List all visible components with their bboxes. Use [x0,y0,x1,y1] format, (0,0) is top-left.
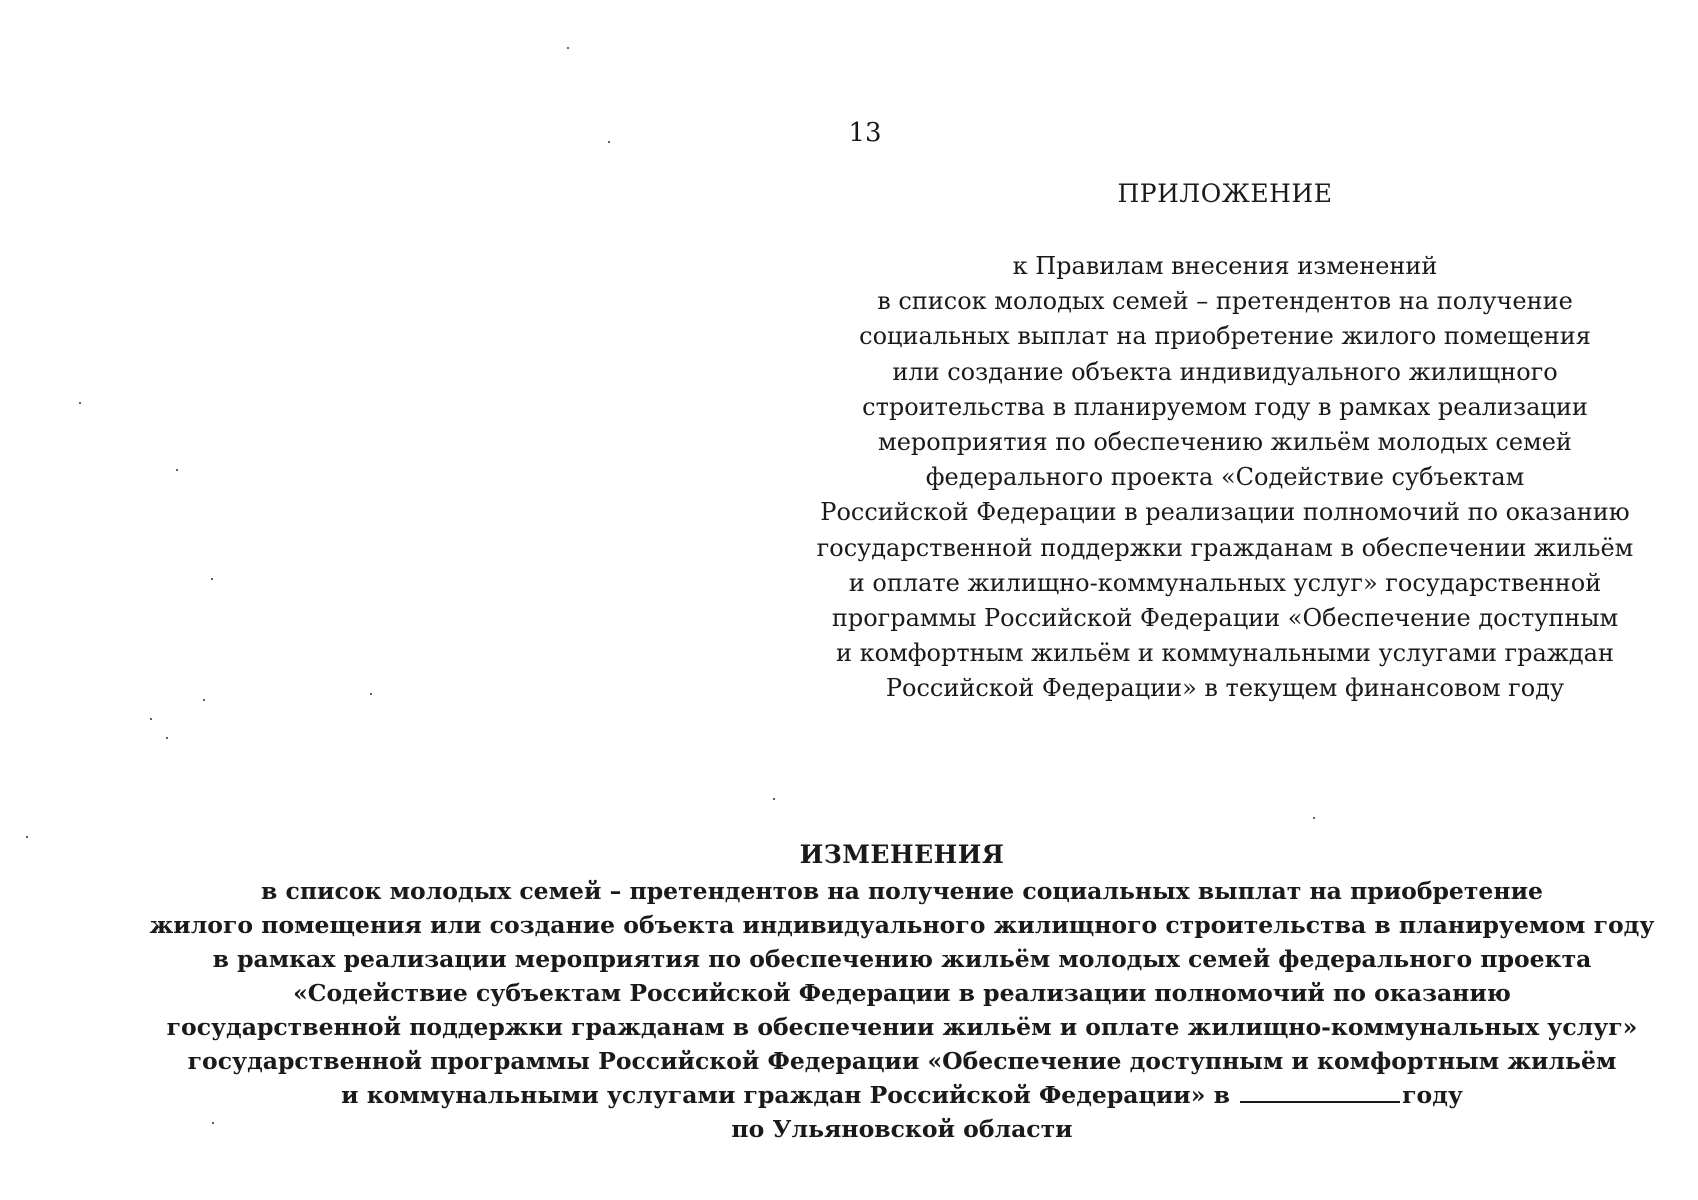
scan-speck [211,578,213,580]
appendix-line: мероприятия по обеспечению жильём молодых семей [878,427,1572,456]
scan-speck [773,798,775,800]
scan-speck [26,836,28,838]
changes-line: жилого помещения или создание объекта индивидуального жилищного строительства в планируемом году [149,911,1655,939]
appendix-line: государственной поддержки гражданам в обеспечении жильём [816,533,1634,562]
scan-speck [79,402,81,404]
changes-region-line: по Ульяновской области [731,1115,1073,1143]
changes-line: в рамках реализации мероприятия по обеспечению жильём молодых семей федерального проекта [212,945,1592,973]
appendix-line: в список молодых семей – претендентов на получение [877,287,1573,316]
changes-line: государственной поддержки гражданам в обеспечении жильём и оплате жилищно-коммунальных услуг» [166,1013,1638,1041]
scan-speck [608,141,610,143]
scan-speck [176,469,178,471]
scan-speck [203,699,205,701]
appendix-reference-text [805,249,1645,706]
appendix-line: социальных выплат на приобретение жилого помещения [859,322,1591,351]
year-blank-field [1240,1079,1400,1103]
appendix-line: строительства в планируемом году в рамках реализации [862,392,1588,421]
changes-line-part: году [1402,1081,1463,1109]
appendix-line: и оплате жилищно-коммунальных услуг» государственной [848,568,1602,597]
scan-speck [370,693,372,695]
appendix-line: к Правилам внесения изменений [1012,252,1438,280]
appendix-line: или создание объекта индивидуального жилищного [892,357,1558,386]
appendix-line: Российской Федерации» в текущем финансовом году [885,674,1565,703]
changes-line-part: и коммунальными услугами граждан Российской Федерации» в [341,1081,1230,1109]
changes-line: в список молодых семей – претендентов на получение социальных выплат на приобретение [261,877,1543,905]
scan-speck [212,1122,214,1124]
changes-line: государственной программы Российской Федерации «Обеспечение доступным и комфортным жильём [187,1047,1617,1075]
scan-speck [166,737,168,739]
appendix-line: федерального проекта «Содействие субъектам [925,463,1525,492]
page-number: 13 [848,118,882,148]
scan-speck [567,47,569,49]
appendix-line: и комфортным жильём и коммунальными услугами граждан [836,639,1614,668]
changes-description [0,874,1698,1146]
changes-title: ИЗМЕНЕНИЯ [799,840,1005,869]
appendix-line: программы Российской Федерации «Обеспечение доступным [831,603,1619,632]
appendix-heading: ПРИЛОЖЕНИЕ [1117,179,1333,208]
scan-speck [1313,817,1315,819]
appendix-line: Российской Федерации в реализации полномочий по оказанию [820,498,1630,527]
changes-year-line [0,1078,1698,1112]
scan-speck [150,718,152,720]
changes-line: «Содействие субъектам Российской Федерации в реализации полномочий по оказанию [293,979,1511,1007]
